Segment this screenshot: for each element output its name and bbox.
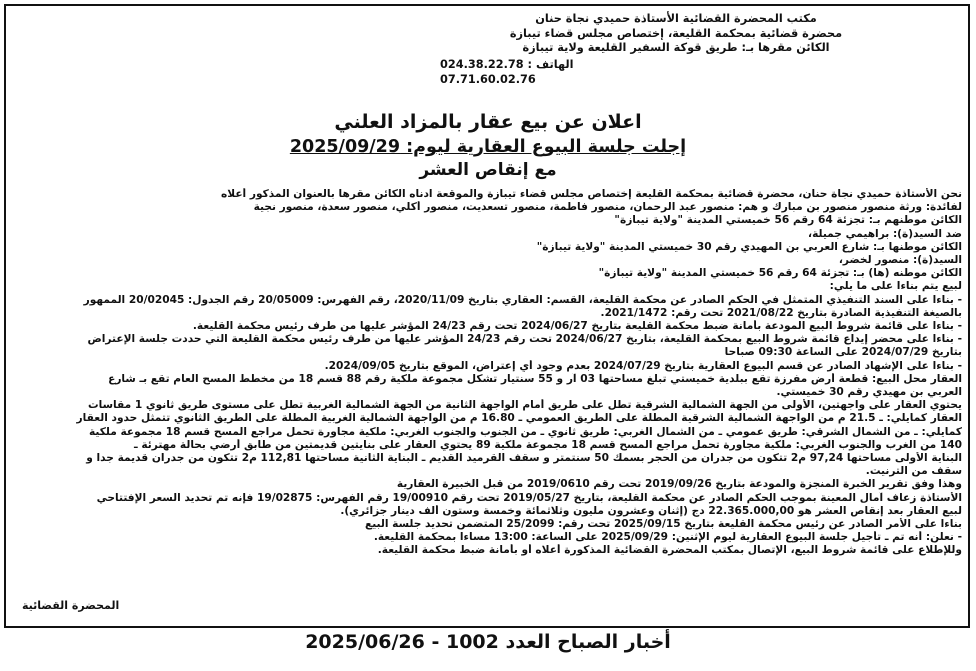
bailiff-office-header	[396, 12, 956, 56]
body-line: الأستاذة زعاف آمال المعينة بموجب الحكم الصادر عن محكمة القليعة، بتاريخ 2019/05/27 تحت رقم 19/00910 رقم الفهرس: 19/02875 فإنه تم تحديد السعر الإفتتاحي	[96, 491, 962, 504]
body-line: العقار كمايلي: ـ 21.5 م من الواجهة الشمالية الشرقية المطلة على الطريق العمومي ـ 16.80 م من الواجهة الشمالية الغربية المطلة على الطريق الثانوي تتمثل حدود العقار	[76, 412, 962, 425]
body-line: نحن الأستاذة حميدي نجاة حنان، محضرة قضائية بمحكمة القليعة إختصاص مجلس قضاء تيبازة والموقعة ادناه الكائن مقرها بالعنوان المذكور أعلاه	[221, 188, 962, 200]
header-line-office: مكتب المحضرة القضائية الأستاذة حميدي نجاة حنان	[535, 12, 817, 25]
body-line: ضد السيد(ة): براهيمي جميلة،	[808, 227, 962, 240]
header-phone-2: 07.71.60.02.76	[440, 72, 536, 86]
announcement-title: اعلان عن بيع عقار بالمزاد العلني	[334, 111, 642, 133]
body-line: لبيع العقار بعد إنقاص العشر هو 22.365.000,00 دج (إثنان وعشرون مليون وثلاثمائة وخمسة وستون ألف دينار جزائري).	[340, 504, 962, 517]
body-line: - بناءا على قائمة شروط البيع المودعة بأمانة ضبط محكمة القليعة بتاريخ 2024/06/27 تحت رقم 24/23 المؤشر عليها من طرف رئيس محكمة القليعة.	[192, 320, 962, 333]
header-line-jurisdiction: محضرة قضائية بمحكمة القليعة، إختصاص مجلس قضاء تيبازة	[509, 26, 843, 40]
newspaper-footer: أخبار الصباح العدد 1002 - 2025/06/26	[305, 631, 671, 653]
body-line: لفائدة: ورثة منصور منصور بن مبارك و هم: منصور عبد الرحمان، منصور فاطمة، منصور تسعديت، منصور أكلي، منصور سعدة، منصور نجية	[253, 201, 962, 214]
body-line: البناية الأولى مساحتها 97,24 م2 تتكون من جدران من الحجر بسمك 50 سنتمتر و سقف القرميد القديم ـ البناية الثانية مساحتها 112,81 م2 تتكون من جدران قديمة جدا و	[86, 452, 962, 465]
body-line: الكائن موطنها بـ: شارع العربي بن المهيدي رقم 30 خميستي المدينة "ولاية تيبازة"	[536, 240, 962, 253]
body-line: 140 من الغرب والجنوب الغربي: ملكية مجاورة تحمل مراجع المسح قسم 18 مجموعة ملكية 89 يحتوي العقار على بنايتين قديمتين من طابق أرضي بحالة مهترئة ـ	[134, 438, 962, 451]
body-line: وللإطلاع على قائمة شروط البيع، الإتصال بمكتب المحضرة القضائية المذكورة أعلاه أو بأمانة ضبط محكمة القليعة.	[377, 544, 962, 557]
body-line: سقف من الترنيت.	[865, 465, 962, 478]
body-line: - بناءا على الإشهاد الصادر عن قسم البيوع العقارية بتاريخ 2024/07/29 بعدم وجود أي إعتراض، الموقع بتاريخ 2024/09/05.	[324, 359, 962, 372]
header-phone-1: الهاتف : 024.38.22.78	[440, 58, 574, 71]
postponed-session-title: إجلت جلسة البيوع العقارية ليوم: 2025/09/29	[289, 137, 687, 157]
announcement-body	[12, 188, 962, 558]
body-line: العقار محل البيع: قطعة أرض مفرزة تقع ببلدية خميستي تبلغ مساحتها 03 آر و 55 سنتيار تشكل مجموعة ملكية رقم 88 قسم 18 من مخطط المسح العام تقع بـ شارع	[108, 372, 962, 385]
body-line: يحتوي العقار على واجهتين، الأولى من الجهة الشمالية الشرقية تطل على طريق أمام الواجهة الثانية من الجهة الشمالية الغربية تطل على مستوى طريق ثانوي 1 مقاسات	[87, 399, 962, 412]
body-line: - نعلن: أنه تم ـ تأجيل جلسة البيوع العقارية ليوم الإثنين: 2025/09/29 على الساعة: 13:00 مساءا بمحكمة القليعة.	[373, 531, 962, 544]
body-line: وهذا وفق تقرير الخبرة المنجزة والمودعة بتاريخ 2019/09/26 تحت رقم 2019/0610 من قبل الخبيرة العقارية	[396, 478, 962, 491]
body-line: - بناءا على محضر إيداع قائمة شروط البيع بمحكمة القليعة، بتاريخ 2024/06/27 تحت رقم 24/23 المؤشر عليها من طرف رئيس محكمة القليعة التي حددت جلسة الإعتراض	[87, 333, 962, 346]
body-line: بتاريخ 2024/07/29 على الساعة 09:30 صباحا	[724, 346, 962, 359]
body-line: السيد(ة): منصور لخضر،	[838, 254, 962, 267]
header-line-address: الكائن مقرها بـ: طريق قوكة السفير القليعة ولاية تيبازة	[522, 41, 830, 55]
body-line: بناءا على الأمر الصادر عن رئيس محكمة القليعة بتاريخ 2025/09/15 تحت رقم: 25/2099 المتضمن تحديد جلسة البيع	[364, 518, 962, 531]
body-line: - بناءا على السند التنفيذي المتمثل في الحكم الصادر عن محكمة القليعة، القسم: العقاري بتاريخ 2020/11/09، رقم الفهرس: 20/05009 رقم الجدول: 20/02045 الممهور	[83, 293, 962, 306]
body-line: الكائن موطنه (ها) بـ: تجزئة 64 رقم 56 خميستي المدينة "ولاية تيبازة"	[598, 267, 962, 280]
body-line: الكائن موطنهم بـ: تجزئة 64 رقم 56 خميستي المدينة "ولاية تيبازة"	[614, 214, 962, 227]
body-line: لبيع يتم بناءا على ما يلي:	[829, 280, 962, 293]
announcement-titles	[0, 110, 976, 181]
reduction-subtitle: مع إنقاص العشر	[419, 160, 557, 180]
body-line: العربي بن مهيدي رقم 30 خميستي.	[776, 386, 962, 399]
body-line: بالصيغة التنفيذية الصادرة بتاريخ 2021/08/22 تحت رقم: 2021/1472.	[600, 306, 962, 319]
body-line: كمايلي: ـ من الشمال الشرقي: طريق عمومي ـ من الشمال الغربي: طريق ثانوي ـ من الجنوب والجنوب الغربي: ملكية مجاورة تحمل مراجع المسح قسم 18 مجموعة ملكية	[88, 425, 962, 438]
signature-label: المحضرة القضائية	[22, 599, 120, 612]
header-phones	[440, 58, 574, 87]
